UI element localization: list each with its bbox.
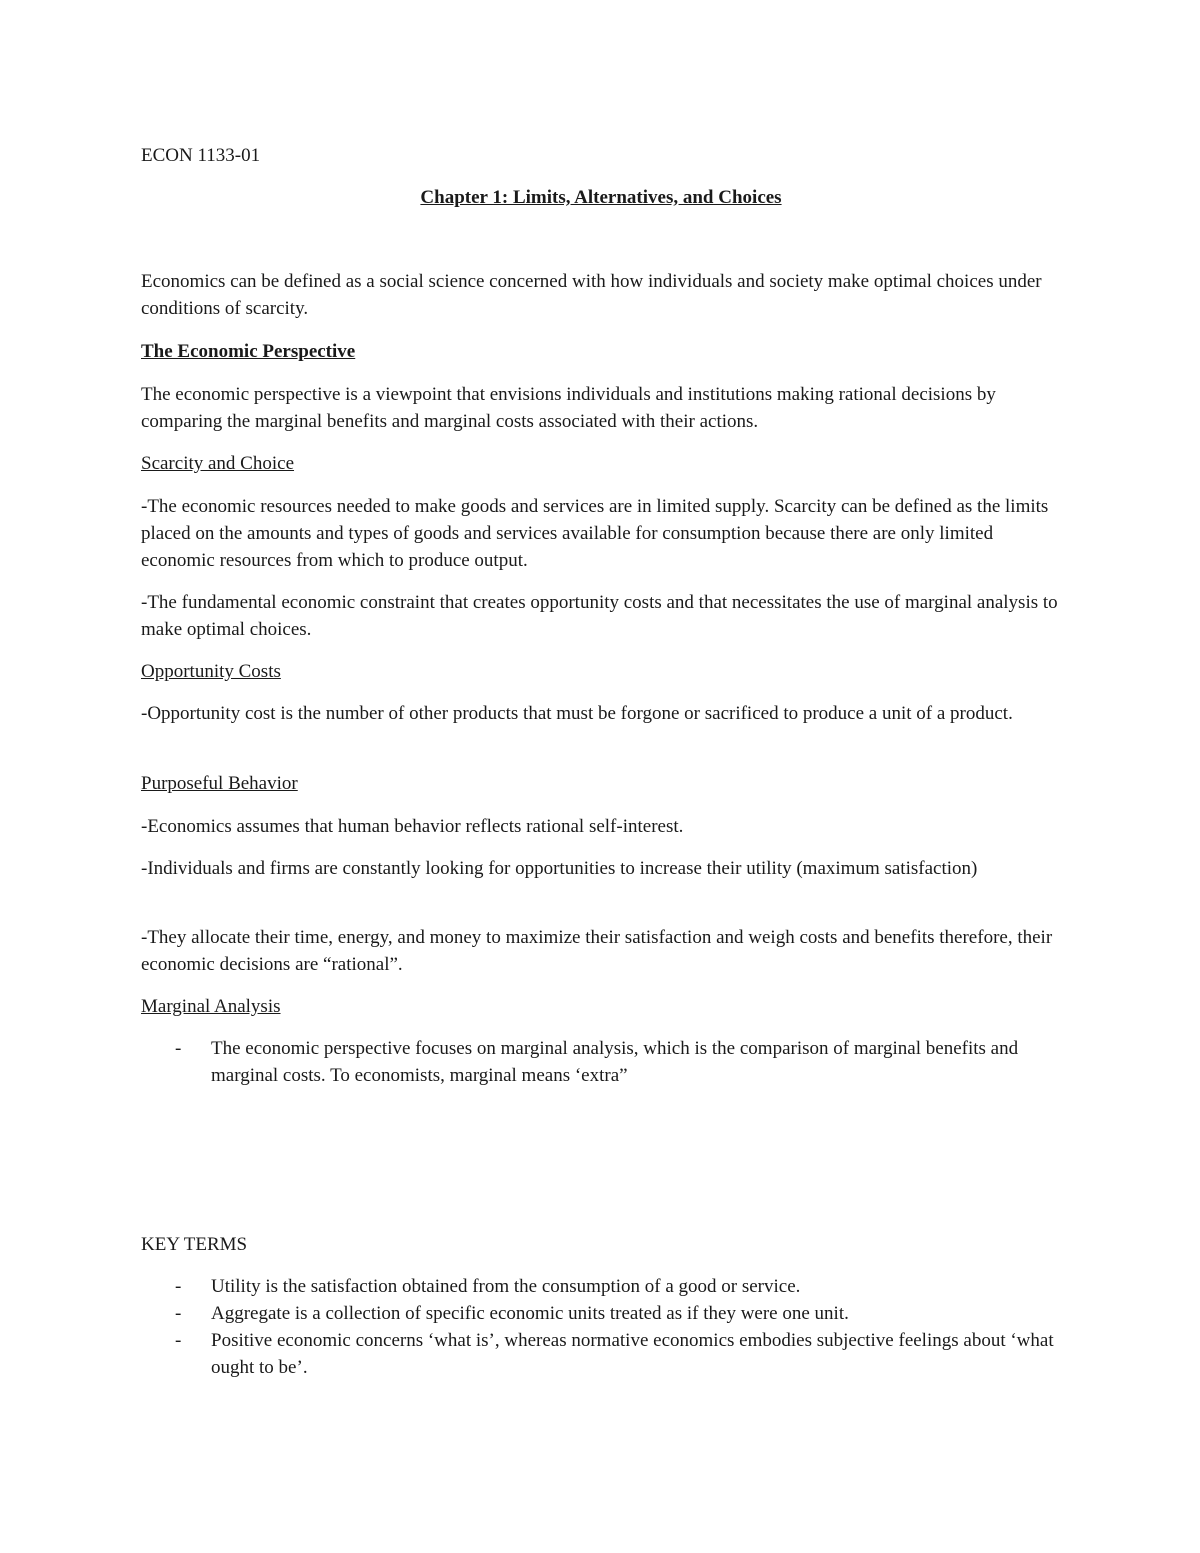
list-item-text: Positive economic concerns ‘what is’, whereas normative economics embodies subjective feelings about ‘what ought to be’.	[211, 1330, 1054, 1378]
intro-paragraph: Economics can be defined as a social science concerned with how individuals and society make optimal choices under conditions of scarcity.	[141, 271, 1042, 319]
opportunity-costs-paragraph: -Opportunity cost is the number of other products that must be forgone or sacrificed to produce a unit of a product.	[141, 703, 1013, 724]
purposeful-behavior-paragraph-1: -Economics assumes that human behavior reflects rational self-interest.	[141, 816, 684, 837]
bullet-dash: -	[175, 1038, 182, 1059]
purposeful-behavior-paragraph-2: -Individuals and firms are constantly looking for opportunities to increase their utility (maximum satisfaction)	[141, 858, 978, 879]
purposeful-behavior-paragraph-3: -They allocate their time, energy, and money to maximize their satisfaction and weigh costs and benefits therefore, their economic decisions are “rational”.	[141, 927, 1053, 975]
bullet-dash: -	[175, 1303, 182, 1324]
chapter-title: Chapter 1: Limits, Alternatives, and Choices	[420, 187, 782, 208]
list-item-text: Aggregate is a collection of specific economic units treated as if they were one unit.	[211, 1303, 849, 1324]
opportunity-costs-heading: Opportunity Costs	[141, 661, 281, 682]
list-item	[141, 1273, 1061, 1300]
course-code: ECON 1133-01	[141, 145, 261, 166]
bullet-dash: -	[175, 1276, 182, 1297]
marginal-analysis-list	[141, 1035, 1061, 1089]
key-terms-list	[141, 1273, 1061, 1381]
key-terms-heading: KEY TERMS	[141, 1234, 248, 1255]
purposeful-behavior-heading: Purposeful Behavior	[141, 773, 298, 794]
list-item-text: The economic perspective focuses on marginal analysis, which is the comparison of marginal benefits and marginal costs. To economists, marginal means ‘extra”	[211, 1038, 1019, 1086]
list-item	[141, 1327, 1061, 1381]
bullet-dash: -	[175, 1330, 182, 1351]
list-item-text: Utility is the satisfaction obtained from the consumption of a good or service.	[211, 1276, 801, 1297]
economic-perspective-heading: The Economic Perspective	[141, 341, 356, 362]
list-item	[141, 1300, 1061, 1327]
list-item	[141, 1035, 1061, 1089]
scarcity-heading: Scarcity and Choice	[141, 453, 295, 474]
scarcity-paragraph-1: -The economic resources needed to make goods and services are in limited supply. Scarcity can be defined as the limits placed on the amounts and types of goods and services available for consumption because there are only limited economic resources from which to produce output.	[141, 496, 1049, 571]
economic-perspective-body: The economic perspective is a viewpoint that envisions individuals and institutions making rational decisions by comparing the marginal benefits and marginal costs associated with their actions.	[141, 384, 996, 432]
scarcity-paragraph-2: -The fundamental economic constraint that creates opportunity costs and that necessitates the use of marginal analysis to make optimal choices.	[141, 592, 1058, 640]
marginal-analysis-heading: Marginal Analysis	[141, 996, 281, 1017]
